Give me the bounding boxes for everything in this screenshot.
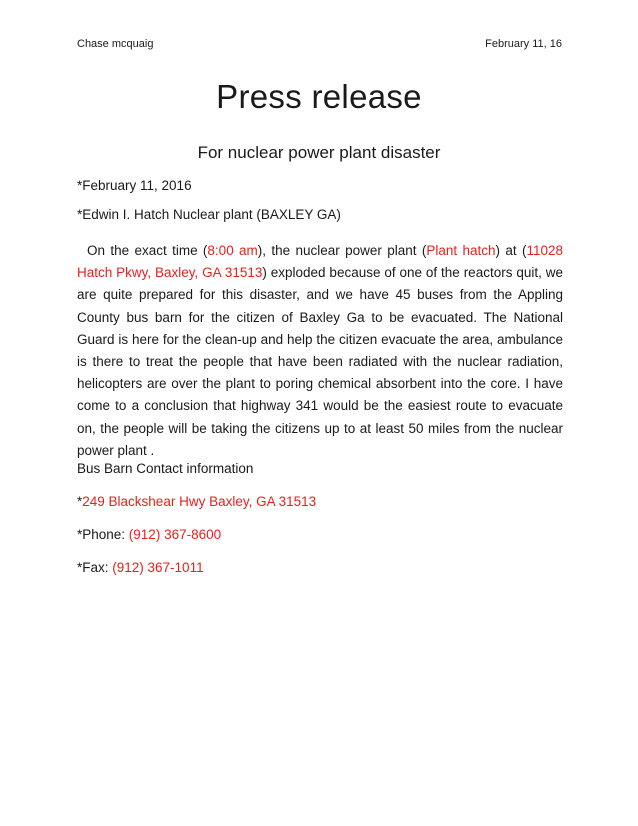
plant-line: *Edwin I. Hatch Nuclear plant (BAXLEY GA) — [77, 207, 341, 222]
contact-address-prefix: * — [77, 494, 83, 509]
page-title: Press release — [216, 78, 422, 115]
contact-fax-line — [77, 560, 204, 575]
body-text-2: ), the nuclear power plant ( — [257, 243, 427, 258]
date-line: *February 11, 2016 — [77, 178, 192, 193]
contact-heading: Bus Barn Contact information — [77, 461, 254, 476]
fax-label: *Fax: — [77, 560, 113, 575]
phone-number: (912) 367-8600 — [128, 527, 222, 542]
body-text-1: On the exact time ( — [87, 243, 208, 258]
plant-highlight: Plant hatch — [426, 243, 496, 258]
body-paragraph — [77, 240, 563, 462]
contact-phone-line — [77, 527, 221, 542]
header-author: Chase mcquaig — [77, 38, 154, 50]
time-highlight: 8:00 am — [207, 243, 258, 258]
page-subtitle: For nuclear power plant disaster — [197, 143, 441, 162]
contact-address-line — [77, 494, 316, 509]
fax-number: (912) 367-1011 — [112, 560, 204, 575]
body-text-3: ) at ( — [495, 243, 527, 258]
phone-label: *Phone: — [77, 527, 129, 542]
address-highlight: 11028 Hatch Pkwy, Baxley, GA 31513 — [77, 243, 563, 281]
header-date: February 11, 16 — [485, 38, 562, 50]
body-text-4: ) exploded because of one of the reactors quit, we are quite prepared for this disaster, and we have 45 buses from the Appling County bus barn for the citizen of Baxley Ga to be evacuated. The National Guard is here for the clean-up and help the citizen evacuate the area, ambulance is there to treat the people that have been radiated with the nuclear radiation, helicopters are over the plant to poring chemical absorbent into the core. I have come to a conclusion that highway 341 would be the easiest route to evacuate on, the people will be taking the citizens up to at least 50 miles from the nuclear power plant . — [77, 265, 563, 458]
contact-address: 249 Blackshear Hwy Baxley, GA 31513 — [82, 494, 317, 509]
